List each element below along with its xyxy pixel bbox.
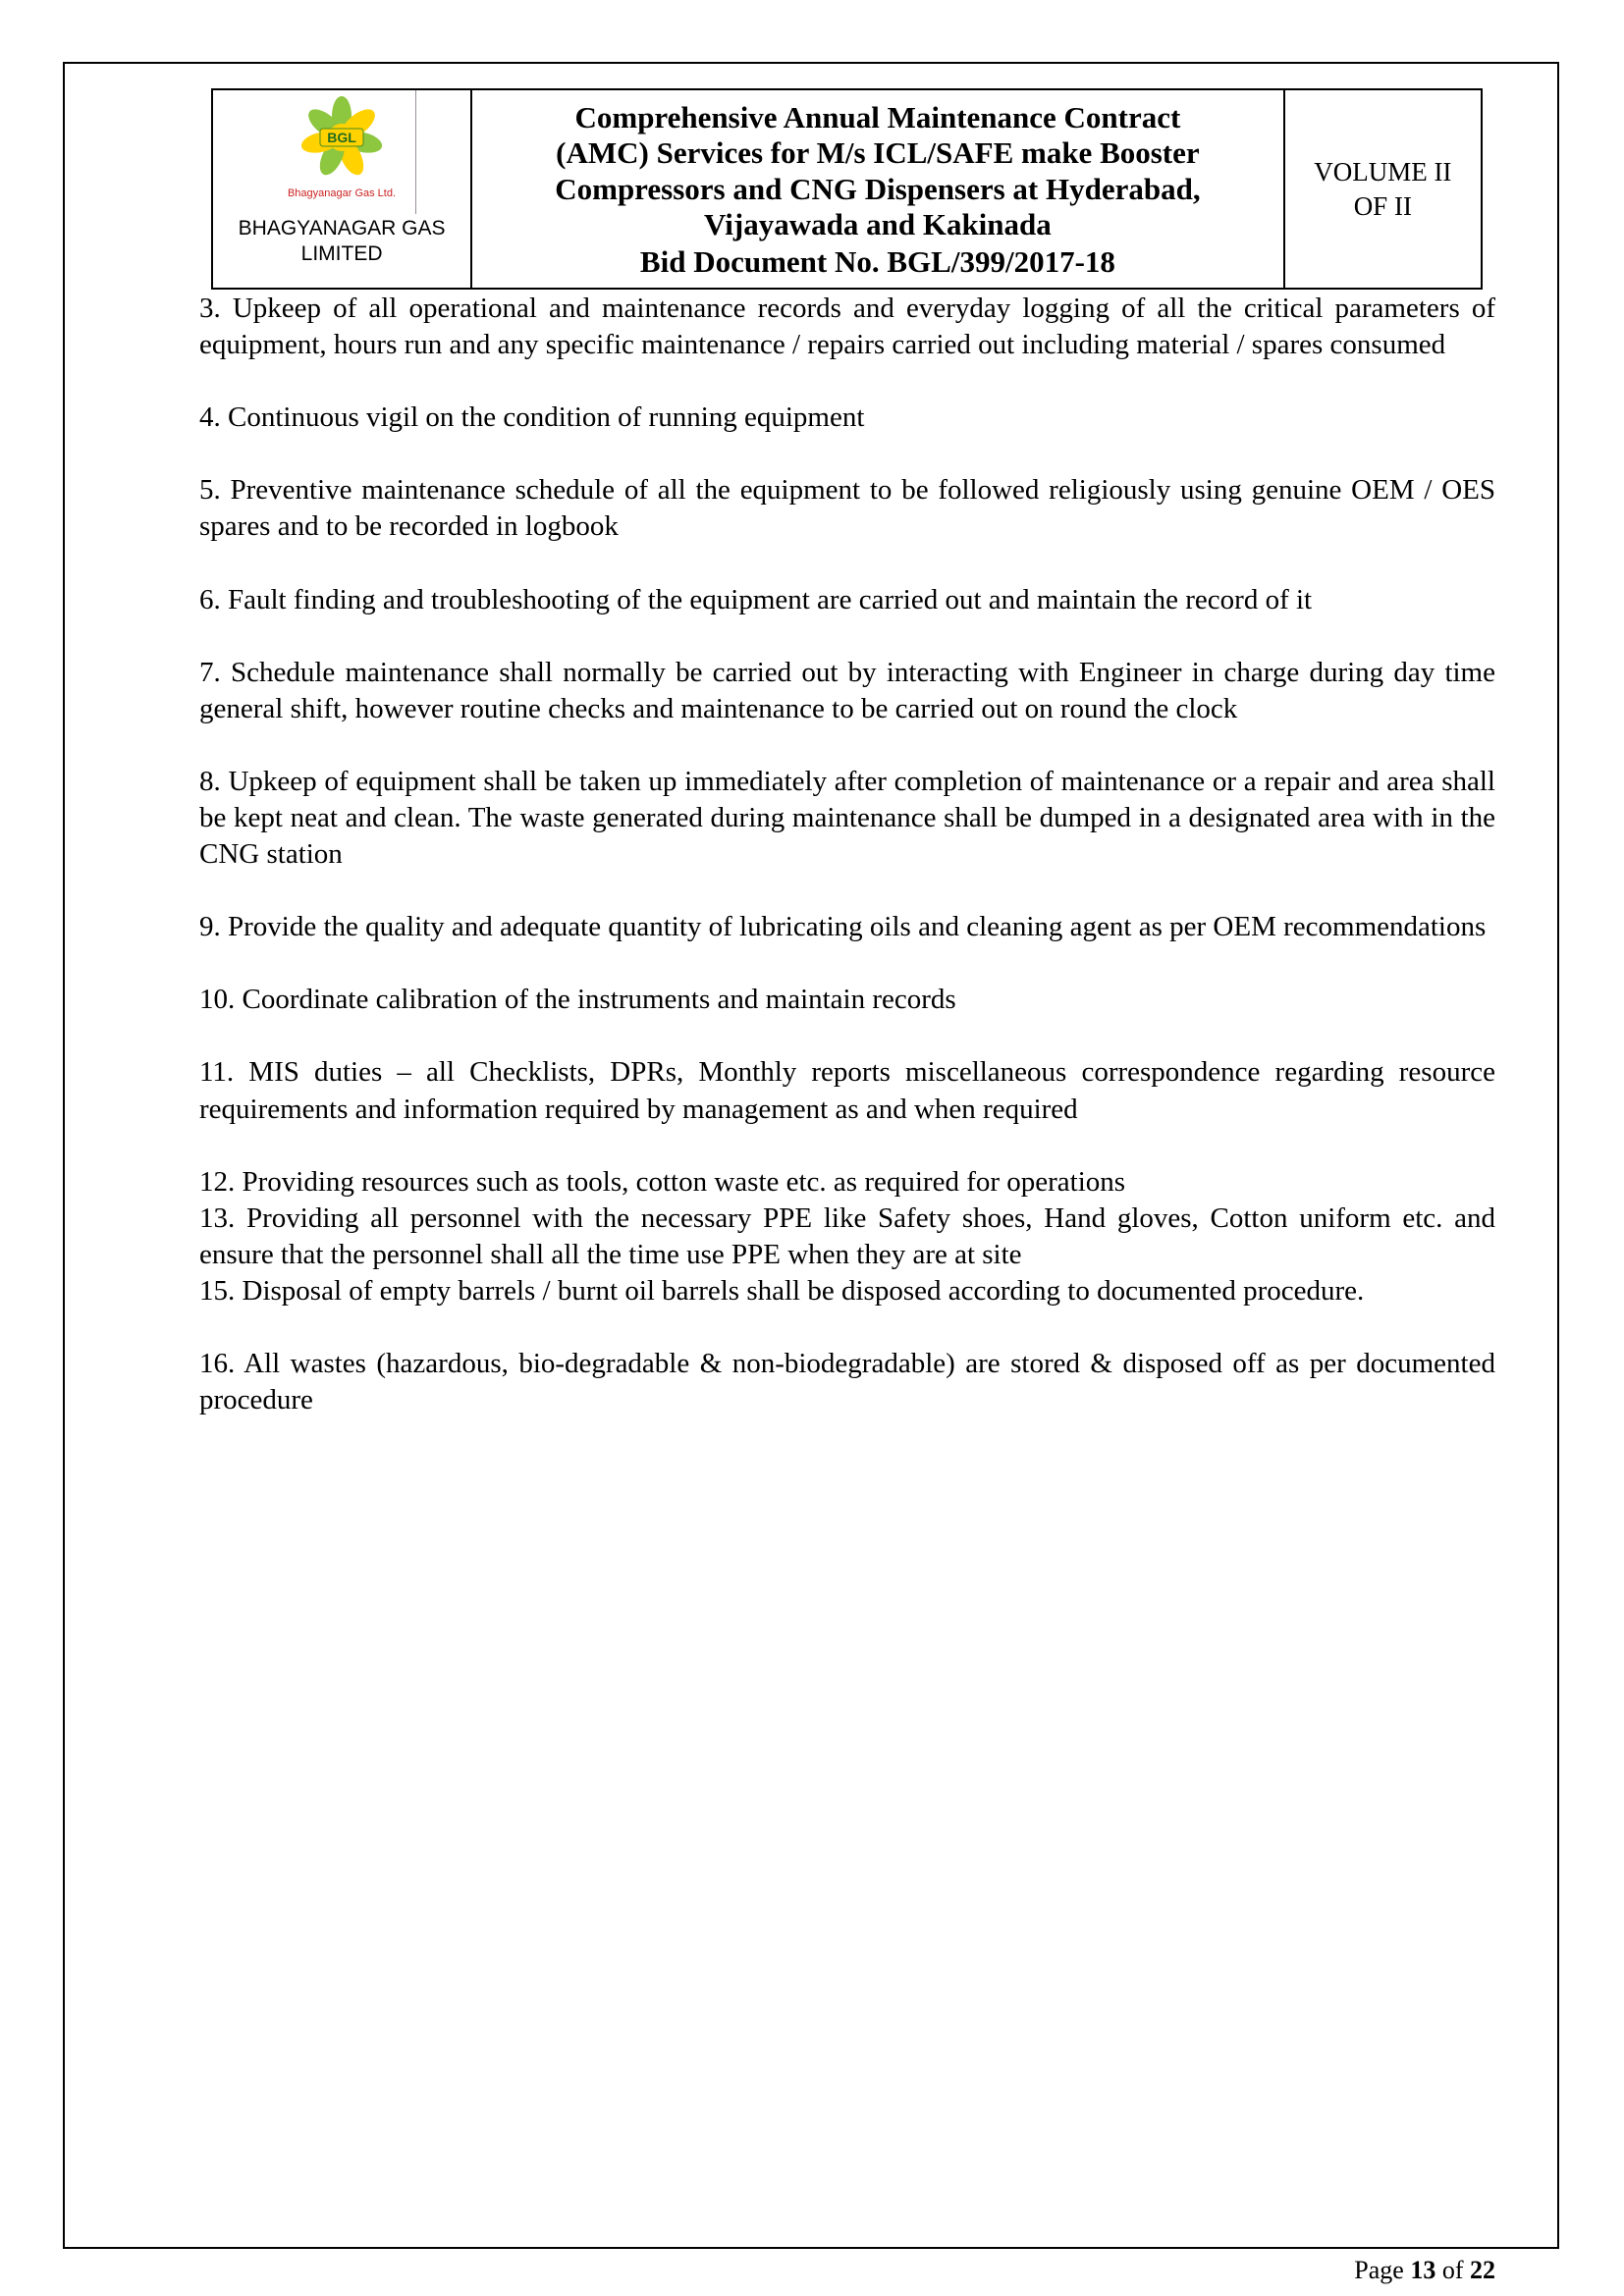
footer-page-number: 13	[1410, 2256, 1436, 2284]
logo-caption-text: Bhagyanagar Gas Ltd.	[288, 187, 397, 199]
header-table	[211, 88, 1483, 290]
paragraph-item-15: 15. Disposal of empty barrels / burnt oil barrels shall be disposed according to documented procedure.	[199, 1274, 1365, 1307]
logo-bgl-text: BGL	[327, 130, 356, 145]
logo-divider	[415, 90, 416, 214]
bid-document-number: Bid Document No. BGL/399/2017-18	[639, 244, 1115, 280]
title-line-1: Comprehensive Annual Maintenance Contract	[574, 100, 1181, 134]
paragraph-item-4: 4. Continuous vigil on the condition of running equipment	[199, 401, 865, 434]
paragraph-item-10: 10. Coordinate calibration of the instruments and maintain records	[199, 984, 956, 1016]
footer-of-word: of	[1435, 2256, 1470, 2284]
paragraph-item-5: 5. Preventive maintenance schedule of all the equipment to be followed religiously using genuine OEM / OES spares and to be recorded in logbook	[199, 474, 1495, 543]
paragraph-item-16: 16. All wastes (hazardous, bio-degradable & non-biodegradable) are stored & disposed off as per documented procedure	[199, 1348, 1495, 1416]
company-name-line1: BHAGYANAGAR GAS	[238, 217, 446, 240]
bgl-logo-flower-icon	[283, 96, 401, 212]
title-line-4: Vijayawada and Kakinada	[704, 206, 1052, 241]
title-line-3: Compressors and CNG Dispensers at Hyderabad,	[555, 171, 1201, 206]
paragraph-item-9: 9. Provide the quality and adequate quantity of lubricating oils and cleaning agent as per OEM recommendations	[199, 911, 1487, 943]
paragraph-item-6: 6. Fault finding and troubleshooting of the equipment are carried out and maintain the record of it	[199, 583, 1313, 615]
footer-total-pages: 22	[1470, 2256, 1495, 2284]
volume-cell	[1285, 90, 1481, 288]
page-footer	[199, 2256, 1495, 2285]
company-name	[239, 216, 446, 268]
logo-cell	[213, 90, 472, 288]
document-title-cell	[472, 90, 1284, 288]
paragraph-item-13: 13. Providing all personnel with the necessary PPE like Safety shoes, Hand gloves, Cotton uniform etc. and ensure that the personnel shall all the time use PPE when they are at site	[199, 1201, 1495, 1270]
title-line-2: (AMC) Services for M/s ICL/SAFE make Booster	[556, 135, 1200, 171]
document-body	[199, 291, 1495, 1418]
footer-page-word: Page	[1354, 2256, 1411, 2284]
paragraph-item-7: 7. Schedule maintenance shall normally be carried out by interacting with Engineer in charge during day time general shift, however routine checks and maintenance to be carried out on round the clock	[199, 656, 1495, 724]
paragraph-item-8: 8. Upkeep of equipment shall be taken up immediately after completion of maintenance or a repair and area shall be kept neat and clean. The waste generated during maintenance shall be dumped in a designated area with in the CNG station	[199, 765, 1495, 871]
paragraph-item-12: 12. Providing resources such as tools, cotton waste etc. as required for operations	[199, 1165, 1126, 1198]
paragraph-item-11: 11. MIS duties – all Checklists, DPRs, Monthly reports miscellaneous correspondence regarding resource requirements and information required by management as and when required	[199, 1056, 1495, 1125]
volume-line-2: OF II	[1353, 190, 1412, 221]
company-name-line2: LIMITED	[300, 242, 383, 266]
paragraph-item-3: 3. Upkeep of all operational and maintenance records and everyday logging of all the critical parameters of equipment, hours run and any specific maintenance / repairs carried out including material / spares consumed	[199, 293, 1495, 361]
volume-line-1: VOLUME II	[1314, 156, 1452, 187]
